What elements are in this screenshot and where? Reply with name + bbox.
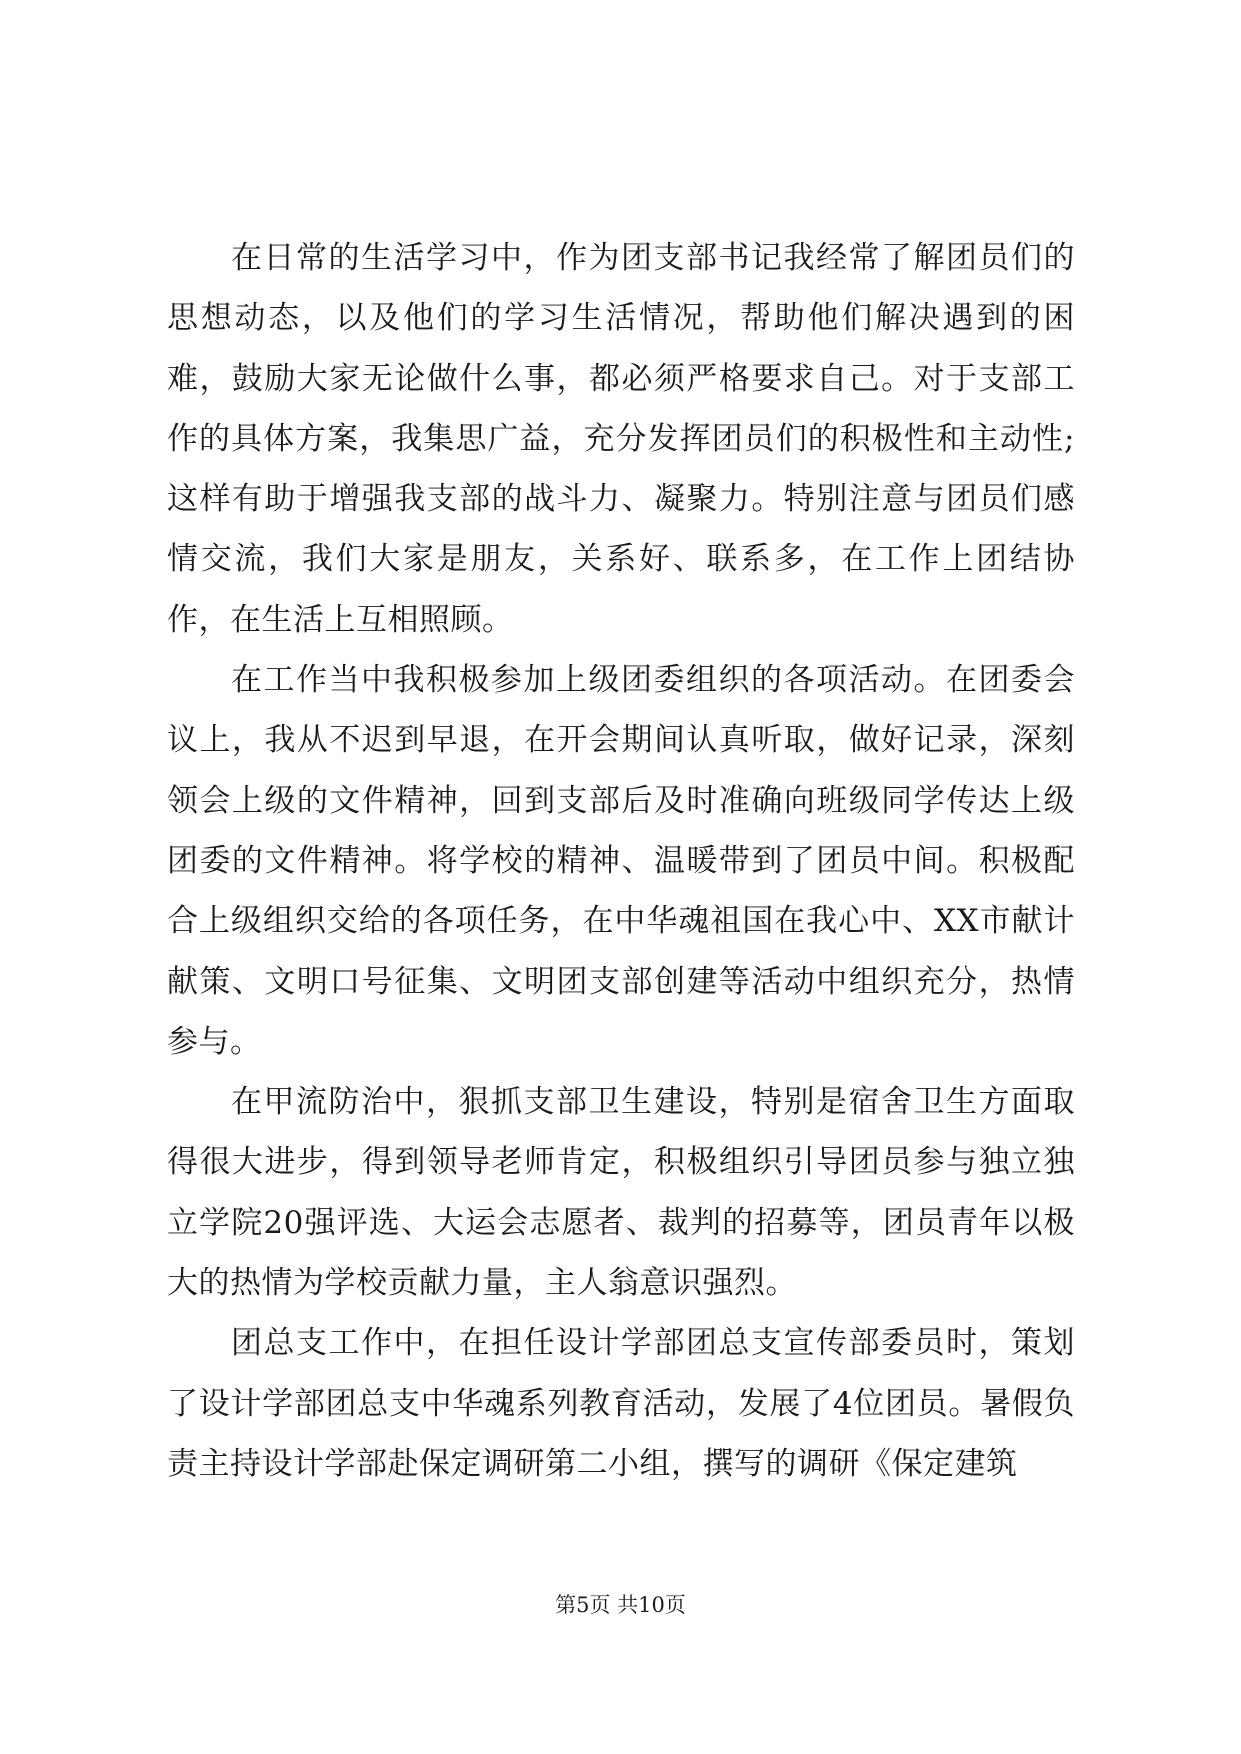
paragraph-1: 在日常的生活学习中，作为团支部书记我经常了解团员们的思想动态，以及他们的学习生活情况，帮助他们解决遇到的困难，鼓励大家无论做什么事，都必须严格要求自己。对于支部工作的具体方案，我集思广益，充分发挥团员们的积极性和主动性;这样有助于增强我支部的战斗力、凝聚力。特别注意与团员们感情交流，我们大家是朋友，关系好、联系多，在工作上团结协作，在生活上互相照顾。 bbox=[167, 240, 1075, 638]
paragraph-4: 团总支工作中，在担任设计学部团总支宣传部委员时，策划了设计学部团总支中华魂系列教育活动，发展了4位团员。暑假负责主持设计学部赴保定调研第二小组，撰写的调研《保定建筑 bbox=[167, 1325, 1075, 1482]
document-body bbox=[167, 228, 1075, 1494]
paragraph-3: 在甲流防治中，狠抓支部卫生建设，特别是宿舍卫生方面取得很大进步，得到领导老师肯定，积极组织引导团员参与独立独立学院20强评选、大运会志愿者、裁判的招募等，团员青年以极大的热情为学校贡献力量，主人翁意识强烈。 bbox=[167, 1084, 1075, 1302]
paragraph-2: 在工作当中我积极参加上级团委组织的各项活动。在团委会议上，我从不迟到早退，在开会期间认真听取，做好记录，深刻领会上级的文件精神，回到支部后及时准确向班级同学传达上级团委的文件精神。将学校的精神、温暖带到了团员中间。积极配合上级组织交给的各项任务，在中华魂祖国在我心中、XX市献计献策、文明口号征集、文明团支部创建等活动中组织充分，热情参与。 bbox=[167, 662, 1075, 1060]
page-footer: 第5页 共10页 bbox=[555, 1593, 686, 1617]
